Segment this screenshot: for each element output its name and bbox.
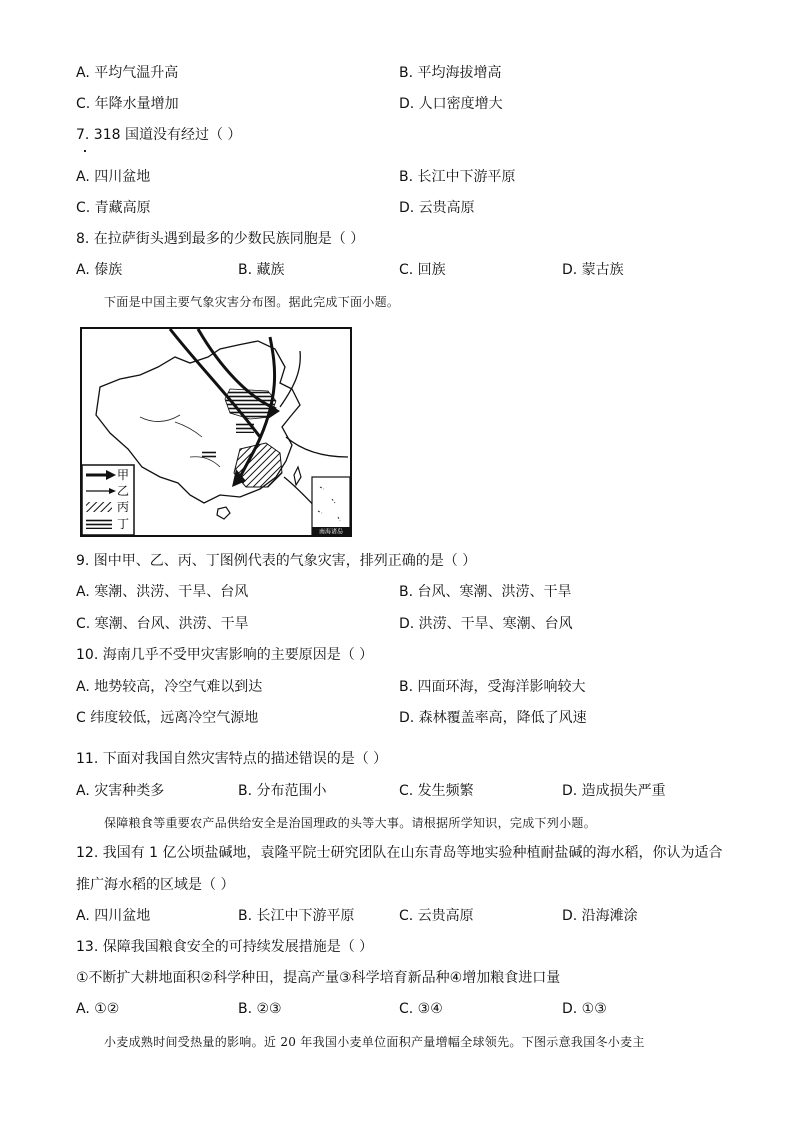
- q8-option-c: C. 回族: [399, 262, 446, 278]
- q6-option-d: D. 人口密度增大: [399, 96, 503, 112]
- q13-option-a: A. ①②: [76, 1001, 120, 1017]
- q9-option-a: A. 寒潮、洪涝、干旱、台风: [76, 584, 249, 600]
- q7-option-b: B. 长江中下游平原: [399, 169, 516, 185]
- q8-option-b: B. 藏族: [238, 262, 285, 278]
- q7-stem: 7. 318 国道没有经过（ ）: [76, 127, 242, 143]
- q11-stem: 11. 下面对我国自然灾害特点的描述错误的是（ ）: [76, 751, 388, 767]
- q11-option-b: B. 分布范围小: [238, 783, 327, 799]
- q12-stem-line2: 推广海水稻的区域是（ ）: [76, 877, 235, 893]
- q10-stem: 10. 海南几乎不受甲灾害影响的主要原因是（ ）: [76, 647, 374, 663]
- q8-option-d: D. 蒙古族: [562, 262, 624, 278]
- q10-option-c: C 纬度较低，远离冷空气源地: [76, 710, 259, 726]
- legend-jia-label: 甲: [117, 468, 130, 482]
- legend-ding-label: 丁: [117, 517, 130, 531]
- q12-option-b: B. 长江中下游平原: [238, 908, 355, 924]
- q12-stem-line1: 12. 我国有 1 亿公顷盐碱地，袁隆平院士研究团队在山东青岛等地实验种植耐盐碱的海水稻，你认为适合: [76, 845, 723, 861]
- q9-stem: 9. 图中甲、乙、丙、丁图例代表的气象灾害，排列正确的是（ ）: [76, 553, 477, 569]
- section-intro-wheat: 小麦成熟时间受热量的影响。近 20 年我国小麦单位面积产量增幅全球领先。下图示意我国冬小麦主: [104, 1035, 645, 1049]
- legend-ding-symbol: [86, 518, 112, 529]
- q9-option-d: D. 洪涝、干旱、寒潮、台风: [399, 616, 573, 632]
- q6-option-b: B. 平均海拔增高: [399, 65, 502, 81]
- q7-option-c: C. 青藏高原: [76, 200, 151, 216]
- legend-bing-symbol: [86, 502, 112, 512]
- q7-option-a: A. 四川盆地: [76, 169, 151, 185]
- q6-option-a: A. 平均气温升高: [76, 65, 179, 81]
- q8-option-a: A. 傣族: [76, 262, 123, 278]
- q9-option-c: C. 寒潮、台风、洪涝、干旱: [76, 616, 249, 632]
- scan-speck: [84, 150, 86, 152]
- q13-stem: 13. 保障我国粮食安全的可持续发展措施是（ ）: [76, 939, 374, 955]
- q10-option-d: D. 森林覆盖率高，降低了风速: [399, 710, 587, 726]
- legend-yi-label: 乙: [117, 484, 130, 498]
- inset-label: 南海诸岛: [318, 528, 344, 536]
- q13-measures: ①不断扩大耕地面积②科学种田，提高产量③科学培育新品种④增加粮食进口量: [76, 970, 561, 986]
- q13-option-b: B. ②③: [238, 1001, 282, 1017]
- q7-option-d: D. 云贵高原: [399, 200, 475, 216]
- q12-option-c: C. 云贵高原: [399, 908, 474, 924]
- q12-option-d: D. 沿海滩涂: [562, 908, 638, 924]
- q13-option-c: C. ③④: [399, 1001, 443, 1017]
- q11-option-c: C. 发生频繁: [399, 783, 474, 799]
- q8-stem: 8. 在拉萨街头遇到最多的少数民族同胞是（ ）: [76, 231, 365, 247]
- q11-option-d: D. 造成损失严重: [562, 783, 666, 799]
- q10-option-b: B. 四面环海，受海洋影响较大: [399, 679, 586, 695]
- legend-bing-label: 丙: [117, 500, 130, 514]
- q11-option-a: A. 灾害种类多: [76, 783, 165, 799]
- q6-option-c: C. 年降水量增加: [76, 96, 179, 112]
- south-china-sea-inset: [312, 477, 350, 535]
- q10-option-a: A. 地势较高，冷空气难以到达: [76, 679, 263, 695]
- q12-option-a: A. 四川盆地: [76, 908, 151, 924]
- weather-disaster-map: [80, 327, 352, 537]
- section-intro-food-security: 保障粮食等重要农产品供给安全是治国理政的头等大事。请根据所学知识，完成下列小题。: [104, 816, 597, 830]
- q9-option-b: B. 台风、寒潮、洪涝、干旱: [399, 584, 572, 600]
- section-intro-weather: 下面是中国主要气象灾害分布图。据此完成下面小题。: [104, 295, 400, 309]
- q13-option-d: D. ①③: [562, 1001, 607, 1017]
